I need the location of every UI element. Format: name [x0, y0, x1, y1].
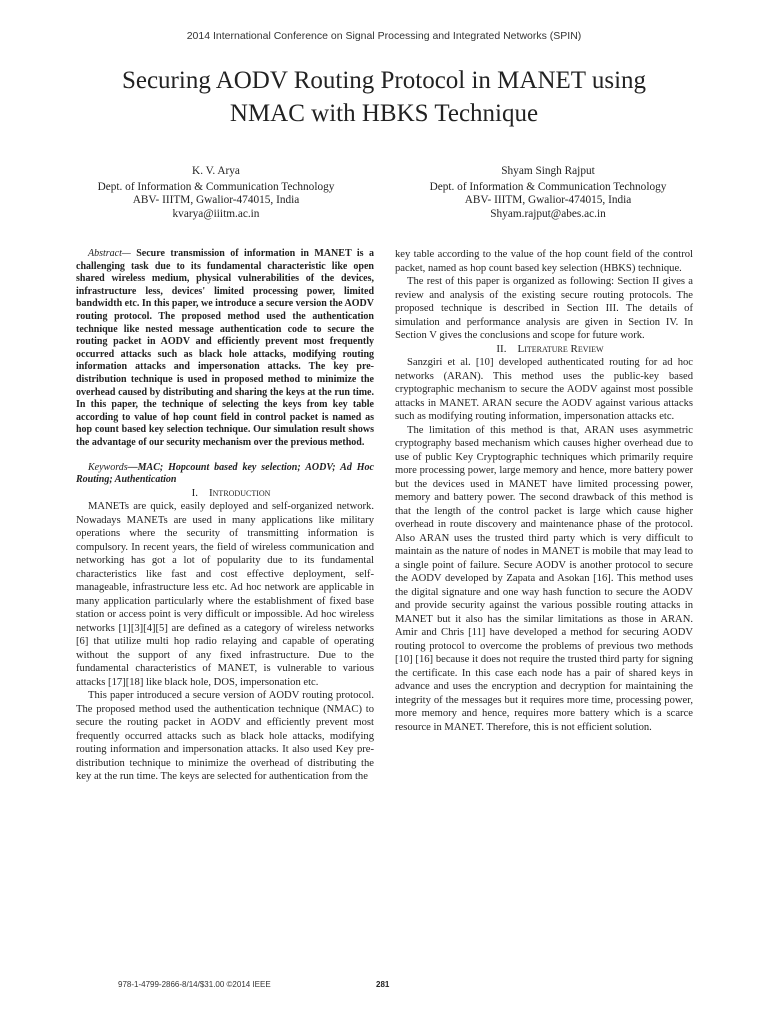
author-address: ABV- IIITM, Gwalior-474015, India	[464, 194, 632, 206]
paragraph: MANETs are quick, easily deployed and self-organized network. Nowadays MANETs are used in many applications like military operations where the security of transmitting information is compulsory. In recent years, the field of wireless communication and networking has got a lot of popularity due to its fundamental characteristics like fast and cost effective deployment, self-manageable, infrastructure less etc. Ad hoc network are applicable in many application particularly where the establishment of fixed base station or access point is very difficult or impossible. Ad hoc wireless networks [1][3][4][5] are defined as a category of wireless networks [6] that utilize multi hop radio relaying and capable of operating without the support of any fixed infrastructure. Due to the fundamental characteristics of MANET, is vulnerable to various attacks [17][18] like black hole, DOS, impersonation etc.	[76, 501, 374, 688]
left-column	[76, 248, 374, 784]
section-number: I.	[191, 486, 198, 499]
author-block-2	[388, 165, 708, 221]
heading-initial: L	[517, 342, 525, 355]
title-line-2: NMAC with HBKS Technique	[229, 100, 539, 127]
section-heading-literature-review	[395, 343, 693, 357]
author-email: kvarya@iiitm.ac.in	[172, 207, 260, 220]
heading-rest: iterature	[524, 342, 571, 355]
keywords	[76, 462, 374, 487]
keywords-text: —MAC; Hopcount based key selection; AODV; Ad Hoc Routing; Authentication	[76, 461, 374, 486]
author-dept: Dept. of Information & Communication Technology	[97, 180, 335, 193]
heading-rest: ntroduction	[212, 486, 271, 499]
paragraph: The rest of this paper is organized as following: Section II gives a review and analysis of the existing secure routing protocols. The proposed technique is described in Section III. The details of simulation and performance analysis are given in Section IV. In Section V gives the conclusions and scope for future work.	[395, 276, 693, 341]
section-heading-introduction	[76, 487, 374, 501]
author-block-1	[56, 165, 376, 221]
paper-title	[40, 64, 728, 130]
author-name: K. V. Arya	[192, 165, 240, 177]
heading-initial: I	[208, 486, 213, 499]
paragraph: The limitation of this method is that, ARAN uses asymmetric cryptography based mechanism which causes higher overhead due to use of public Key Cryptographic techniques which primarily require more processing power, large memory and hence, more battery power but the devices used in MANET have limited processing power, memory and battery power. The second drawback of this method is that the length of the control packet is large which cause higher overhead in route discovery and maintenance phase of the protocol. Also ARAN uses the trusted third party which is very difficult to maintain as the nature of nodes in MANET is mobile that may lead to a single point of failure. Secure AODV is another protocol to secure the AODV developed by Zapata and Asokan [16]. This method uses the digital signature and one way hash function to secure the AODV and provide security against the various possible routing attacks in MANET but it also has the similar limitations as those in ARAN. Amir and Chris [11] have developed a method for securing AODV routing protocol to overcome the problems of previous two methods [10] [16] because it does not require the trusted third party for signing the certificate. In this case each node has a pair of shared keys in advance and uses the encryption and decryption for maintaining the integrity of the messages but it requires more time, processing power, more memory and hence, requires more battery which is a scarce resource in MANET. Therefore, this is not efficient solution.	[395, 424, 693, 733]
page-number: 281	[376, 980, 390, 989]
author-dept: Dept. of Information & Communication Technology	[429, 180, 667, 193]
paragraph: key table according to the value of the hop count field of the control packet, named as hop count based key selection (HBKS) technique.	[395, 249, 693, 274]
paragraph: This paper introduced a secure version of AODV routing protocol. The proposed method used the authentication technique (NMAC) to secure the routing packet in AODV and efficiently prevent most frequently occurred attacks such as black hole attacks, modifying routing information and impersonation attacks. It also used Key pre- distribution technique to minimize the overhead of distributing the key at the run time. The keys are selected for authentication from the	[76, 690, 374, 783]
heading-initial: R	[570, 342, 578, 355]
author-name: Shyam Singh Rajput	[501, 165, 595, 177]
author-email: Shyam.rajput@abes.ac.in	[490, 207, 606, 220]
paragraph: Sanzgiri et al. [10] developed authenticated routing for ad hoc networks (ARAN). This method uses the public-key based cryptographic mechanism to secure the AODV against most possible attacks in MANET. ARAN secure the AODV against various attacks such as modifying routing information, impersonation attacks etc.	[395, 357, 693, 422]
abstract-text: Secure transmission of information in MANET is a challenging task due to its fundamental characteristic like open shared wireless medium, physical vulnerabilities of the devices, infrastructure less, devices' limited processing power, limited bandwidth etc. In this paper, we introduce a secure version the AODV routing protocol. The proposed method used the authentication technique like nested message authentication code to secure the routing packet in AODV and efficiently prevent most frequently occurred attacks such as black hole attacks, modifying routing information attacks and impersonation attacks. The key pre- distribution technique is used in proposed method to minimize the overhead caused by distributing and sharing the keys at the run time. In this paper, the technique of selecting the keys from key table according to value of hop count field in control packet is named as hop count based key selection technique. Our simulation result shows the advantage of our security mechanism over the previous method.	[76, 248, 374, 448]
right-column	[395, 248, 693, 734]
keywords-lead: Keywords	[88, 461, 128, 473]
author-address: ABV- IIITM, Gwalior-474015, India	[132, 194, 300, 206]
abstract-lead: Abstract—	[88, 248, 131, 259]
conference-header: 2014 International Conference on Signal Processing and Integrated Networks (SPIN)	[186, 30, 582, 42]
abstract	[76, 248, 374, 450]
footer-copyright: 978-1-4799-2866-8/14/$31.00 ©2014 IEEE	[118, 980, 271, 989]
heading-rest: eview	[577, 342, 604, 355]
section-number: II.	[496, 342, 507, 355]
title-line-1: Securing AODV Routing Protocol in MANET using	[121, 67, 647, 94]
